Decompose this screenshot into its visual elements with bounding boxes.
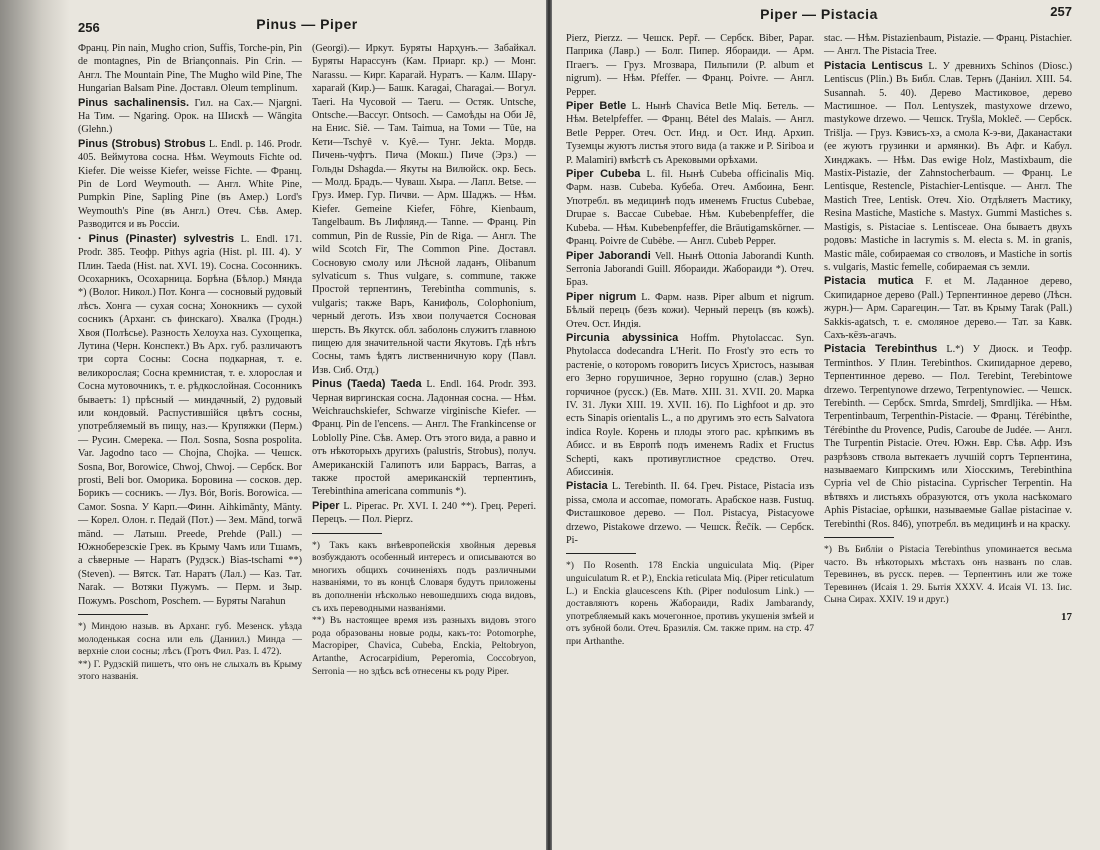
entry-text: L. Piperac. Pr. XVI. I. 240 **). Грец. Peperi. Перецъ. — Пол. Pieprz.	[312, 500, 537, 526]
entry-text: L. У древнихъ Schinos (Diosc.) Lentiscus (Plin.) Въ Библ. Слав. Тернъ (Даніил. XIII. 54. Susannah. 5. 40). Дерево Мастиковое, дерево Мастишное. — Пол. Lentyszek, mastyxowe drzewo, mastykowe drzewo. — Чешск. Tryšla, Mokleč. — Сербск. Trišlja. — Груз. Кэвисъ-хэ, а смола К-э-ви, Даканастаки (ее жуютъ грузинки и армянки). Въ Афг. и Кабул. Хинджакъ. — Нѣм. Das ewige Holz, Mastixbaum, die Mastix-Pistazie, der Zahnstocherbaum. — Франц. Le Lentisque, Restencle, Pistachier-Lentisque. — Англ. The Mastich Tree, Lentisk. Отеч. Хіо. Отдѣляетъ Мастику, Resina Mastiche, Mastiche s. Mastyx. Gummi Mastiches s. Mastigis, s. Pistaciae s. Lentisceae. Она бываетъ двухъ родовъ: Mastiche in lacrymis s. M. electa s. M. in granis, Mastic mâle, собираемая со стволовъ, и Mastiche in sortis s. vulgaris, Mastic femelle, собираемая съ земли.	[824, 60, 1072, 273]
entry-headword: · Pinus (Pinaster) sylvestris	[78, 232, 235, 245]
signature-mark: 17	[1061, 611, 1072, 623]
entry-text: Pierz, Pierzz. — Чешск. Pepř. — Сербск. Biber, Papar. Паприка (Лавр.) — Болг. Пипер. Ябораиди. — Арм. Пгаегъ. — Груз. Мгозвара, Пильпили (P. album et nigrum). — Нѣм. Pfeffer. — Франц. Poivre. — Англ. Pepper.	[566, 33, 814, 98]
right-column-1	[566, 32, 814, 649]
dictionary-entry	[566, 100, 814, 167]
entry-text: F. et M. Ладанное дерево, Скипидарное дерево (Pall.) Терпентинное дерево (Лѣсн. журн.)— Арм. Сарагецин.— Тат. въ Крыму Tarak (Pall.) Sakkis-agatsch, т. е. смоляное дерево.— Тат. за Кавк. Сахъ-кёзъ-агачъ.	[824, 276, 1073, 341]
entry-headword: Pinus sachalinensis.	[78, 96, 190, 109]
footnote: *) Такъ какъ внѣевропейскія хвойныя деревья возбуждаютъ особенный интересъ и описываются во многихъ общихъ сочиненіяхъ подъ различными названіями, то въ концѣ Словаря будутъ приложены въ дополненіи нѣсколько невошедшихъ сюда видовъ, съ ихъ переводными названіями.	[312, 539, 536, 614]
entry-text: L. Endl. 164. Prodr. 393. Черная виргинская сосна. Ладонная сосна. — Нѣм. Weichrauchskiefer, Schwarze virginische Kiefer. — Франц. Pin de l'encens. — Англ. The Frankincense or Loblolly Pine. Сѣв. Амер. Отъ этого вида, а равно и отъ нѣкоторыхъ другихъ (palustris, Strobus), получ. Американскій Галипотъ или Барраcъ, Barras, а также простой американскій терпентинъ, Terebinthina americana communis *).	[312, 379, 536, 498]
entry-headword: Pistacia	[566, 480, 608, 493]
left-columns	[78, 42, 536, 684]
footnote-rule	[824, 537, 894, 538]
right-page-header	[566, 6, 1072, 28]
entry-headword: Pinus (Strobus) Strobus	[78, 137, 206, 150]
dictionary-entry	[566, 332, 814, 479]
dictionary-entry	[78, 138, 302, 232]
entry-headword: Piper	[312, 499, 340, 512]
left-column-2	[312, 42, 536, 684]
entry-text: L. Фарм. назв. Piper album et nigrum. Бѣлый перецъ (безъ кожи). Черный перецъ (въ кожѣ). Отеч. Ост. Индія.	[566, 291, 815, 330]
footnote: **) Въ настоящее время изъ разныхъ видовъ этого рода образованы новые роды, какъ-то: Potomorphe, Macropiper, Chavica, Cubeba, Enckia, Peltobryon, Artanthe, Acrocarpidium, Peperomia, Coccobryon, Serronia — но здѣсь всѣ отнесены къ роду Piper.	[312, 615, 536, 677]
dictionary-entry	[78, 233, 302, 608]
footnote-rule	[566, 553, 636, 554]
dictionary-entry	[566, 291, 814, 331]
entry-text: L. Terebinth. II. 64. Греч. Pistace, Pistacia изъ pissa, смола и ассomae, помогать. Арабское назв. Fustuq. Фисташковое дерево. — Пол. Pistacya, Pistacyowe drzewo, Pistakowe drzewo. — Чешск. Řečík. — Сербск. Pi-	[566, 481, 814, 547]
footnote-rule	[78, 614, 148, 615]
entry-text: Гил. на Сах.— Njargnі. На Тим. — Ngarіng. Орок. на Шискѣ — Wāngita (Glehn.)	[78, 97, 303, 136]
right-column-2	[824, 32, 1072, 649]
entry-text: L. Нынѣ Chavica Betle Miq. Бетель. — Нѣм. Betelpfeffer. — Франц. Bétel des Malais. — Англ. Betle Pepper. Отеч. Ост. Инд. и Ост. Инд. Архип. Туземцы жуютъ листья этого вида (а также и P. Siriboa и P. Malamiri) вмѣстѣ съ Арековыми орѣхами.	[566, 101, 815, 166]
dictionary-entry	[566, 480, 814, 547]
entry-text: L. Endl. p. 146. Prodr. 405. Веймутова сосна. Нѣм. Weymouts Fichte od. Kiefer. Die weisse Kiefer, weisse Fichte. — Франц. Pin de Lord Weymouth. — Англ. White Pine, Pumpkin Pine, Sapling Pine (въ Амер.) Lord's Weymouth's Pine (въ Англ.) Отеч. Сѣв. Амер. Разводится и въ Россіи.	[78, 138, 303, 231]
dictionary-entry	[824, 275, 1072, 342]
left-page	[0, 0, 546, 850]
left-page-header	[78, 16, 536, 38]
entry-headword: Pistacia mutica	[824, 275, 914, 288]
entry-text: L. Endl. 171. Prodr. 385. Теофр. Pithys agria (Hist. pl. III. 4). У Плин. Taeda (Hist. nat. XVI. 19). Сосна. Сосонникъ. Осохарникъ, Осохарница. Борѣна (Бѣлор.) Мянда *) (Волог. Никол.) Пот. Конга — сосновый рудовый лѣсъ. Хонга — сухая сосна; Хонокникъ — сухой сосникъ (Арханг. съ финскаго). Хвалка (Гродн.) Хвоя (Полѣсье). Разность Хелоуха наз. Сухощепка, Лутина (Черн. Конспект.) Въ Арх. губ. различаютъ три сорта Сосны: Сосна подкарная, т. е. великорослая; Сосна кремнистая, т. е. хлорослая и Сосна мутовочникъ, т. е. рѣдкослойная. Сосонникъ бываетъ: 1) прѣсный — миндачный, 2) рудовый или кондовый. Распустившійся цвѣтъ сосны, употребляемый въ пищу, наз.— Крупяжки (Перм.) — Русин. Смерека. — Пол. Sosna, Sosna pospolita. Var. Jagodno taco — Chojna, Chojka. — Чешск. Sosna, Bor, Borowice, Chwoj, Chwoj. — Сербск. Bor prosti, Beli bor. Оморика. Боровина — сосков. дер. Борикъ — сосникъ. — Луз. Bór, Boris. Borowica. — Самог. Sosna. У Карп.—Финн. Aihkimānty, Mänty.— Корел. Олон. г. Педай (Пот.) — Зем. Mänd, torwā mänd. — Латыш. Preede, Prehde (Pall.) — Южноберезскіе Грек. въ Крыму Чамъ или Тшамъ, а сѣверные — Наратъ (Рудзск.) Bias-tschami **) (Steven). — Вятск. Тат. Наратъ (Лал.) — Каз. Тат. Narak. — Вотяки Пужумъ. — Перм. и Зыр. Пожумъ. Poschom, Poschem. — Буряты Narahun	[78, 233, 303, 607]
page-number: 256	[78, 20, 100, 35]
footnote-rule	[312, 533, 382, 534]
footnote: *) По Rosenth. 178 Enckia unguiculata Miq. (Piper unguiculatum R. et P.), Enckia reticulata Miq. (Piper reticulatum L.) и Enckia glaucescens Kth. (Piper nodulosum Link.) — доставляютъ корень Жабораиди, Radix Jambarandy, употребляемый какъ мочегонное, противъ укушенія змѣей и отъ зубной боли. Отеч. Бразилія. См. также прим. на стр. 47 при Arthanthe.	[566, 560, 814, 647]
entry-text: Франц. Pin nain, Mugho crion, Suffis, Torche-pin, Pin de montagnes, Pin de Briançonnais. Pin Crin. — Англ. The Mountain Pine, The Mugho wild Pine, The Hungarian Balsam Pine. Доставл. Oleum templinum.	[78, 43, 302, 95]
right-page	[552, 0, 1100, 850]
entry-headword: Piper Betle	[566, 100, 627, 113]
page-shadow	[0, 0, 70, 850]
dictionary-entry	[78, 97, 302, 137]
dictionary-entry	[566, 168, 814, 248]
dictionary-entry	[312, 378, 536, 499]
entry-headword: Piper nigrum	[566, 290, 637, 303]
footnote: **) Г. Рудзскій пишетъ, что онъ не слыхалъ въ Крыму этого названія.	[78, 658, 302, 683]
entry-headword: Pinus (Taeda) Taeda	[312, 378, 422, 391]
right-columns	[566, 32, 1072, 649]
entry-text: L. fil. Нынѣ Cubeba officinalis Miq. Фарм. назв. Cubeba. Кубеба. Отеч. Амбоина, Бенг. Употребл. въ медицинѣ подъ именемъ Fructus Cubebae, Drupae s. Baccae Cubebae. Нѣм. Kubebenpfeffer, die Kubeba. — Нѣм. Kubebenpfeffer, die Bräutigamskörner. — Франц. Poivre de Cubèbe. — Англ. Cubeb Pepper.	[566, 169, 814, 248]
page-number: 257	[1050, 4, 1072, 19]
dictionary-entry	[824, 60, 1072, 275]
footnote: *) Въ Библіи о Pistacia Terebinthus упоминается весьма часто. Въ нѣкоторыхъ мѣстахъ онъ названъ по слав. Теревинѳъ, въ русск. перев. — Терпентинъ или же тоже Теревинѳъ (Исаія 1. 29. Бытія XXXV. 4. Исаія VI. 13. Іис. Сына Сирах. XXIV. 19 и друг.)	[824, 544, 1072, 606]
dictionary-entry	[312, 500, 536, 527]
entry-headword: Pistacia Terebinthus	[824, 343, 938, 356]
running-head: Piper — Pistacia	[760, 6, 878, 22]
entry-text: (Georgi).— Иркут. Буряты Нарҳунъ.— Забайкал. Буряты Нарассунъ (Кам. Приарг. кр.) — Монг. Narassu. — Кирг. Карагай. Нуратъ. — Калм. Шару-харагай (Кир.)— Башк. Karagai, Charagai.— Вогул. Taeri. На Чусовой — Taeru. — Остяк. Untsche, Ontsche.—Вассуг. Ontsoch. — Самоѣды на Оби Jê, на Енис. Siê. — Там. Taimua, на Томи — Tûe, на Кети—Tschyê v. Kyê.— Тунг. Jekta. Мордв. Пичень-чуфтъ. Пича (Мокш.) Пиче (Эрз.) — Гольды Dshagda.— Якуты на Вилюйск. окр. Бесь. — Молд. Брадъ.— Чуваш. Хыра. — Лапл. Betse. — Груз. Имер. Гур. Пичви. — Арм. Шаджъ. — Нѣм. Kiefer. Gemeine Kiefer, Föhre, Kienbaum, Tangelbaum. Въ Лифлянд.— Tanne. — Франц. Pin commun, Pin de Russie, Pin de Riga. — Англ. The wild Scotch Fir, The Common Pine. Доставл. Сосновую смолу или Лѣсной ладанъ, Olibanum sylvaticum s. Thus vulgare, s. commune, также Простой терпентинъ, Terebintha communis, s. vulgaris; также Варъ, Канифоль, Colophonium, черный деготь. Изъ хвои получается Сосновая шерсть. Въ Якутск. обл. заболонь служитъ главною пищею для значительной части Якутовъ. Гдѣ нѣтъ Сосны, тамъ ѣдятъ лиственничную кору (Павл. Изв. Сиб. Отд.)	[312, 43, 536, 376]
dictionary-entry	[566, 250, 814, 290]
entry-text: L.*) У Диоск. и Теофр. Terminthos. У Плин. Terebinthos. Скипидарное дерево, Терпентинное дерево. — Пол. Terebint, Terebintowe drzewo. Terpentynowe drzewo, Terpentynowiec. — Чешск. Terebinth. — Сербск. Smrda, Smrdelj, Smrdljika. — Нѣм. Terpentinbaum, Terpenthin-Pistacie. — Франц. Térébinthe, Térébinthe du Provence, Pudis, Caroube de Judée. — Англ. The Turpentin Pistacie. Отеч. Южн. Евр. Сѣв. Афр. Изъ разрѣзовъ ствола вытекаетъ лучшій сортъ Терпентина, называемаго Кипрскимъ или Хіосскимъ, Terebinthina Cypria vel de Chio pistacina. Cyprischer Terpentin. На вѣтвяхъ и листьяхъ образуются, отъ укола насѣкомаго Aphis Pistaciae, орѣшки, называемые Gallae pistaciпае v. Terebinthi (Ros. 846), употребл. въ медицинѣ и на краску.	[824, 344, 1072, 530]
entry-headword: Pistacia Lentiscus	[824, 59, 923, 72]
dictionary-entry	[824, 343, 1072, 531]
footnote: *) Миндою назыв. въ Арханг. губ. Мезенск. уѣзда молоденькая сосна или ель (Даниил.) Минда — верхніе слои сосны; лѣсъ (Гротъ Фил. Раз. I. 472).	[78, 621, 302, 658]
entry-text: Hoffm. Phytolaccac. Syn. Phytolacca dodecandra L'Herit. По Frost'у это есть то растеніе, о которомъ говоритъ Іисусъ Христосъ, называя его Зерно горушичное, Зерно горушно (слав.) Зерно горчичное (русск.) (Ев. Матѳ. XIII. 31. XVII. 20. Марка IV. 31. Луки XIII. 19. XVII. 16). По Lighfoot и др. это есть Sinapis orientalis L., а по другимъ это есть Salvatora indica Royle. Корень и плоды этого рас. крѣпкимъ въ Абисс. и въ Европѣ подъ именемъ Radix et Fructus Schepti, какъ противуглистное средство. Отеч. Абиссинія.	[566, 332, 815, 478]
entry-headword: Pircunia abyssinica	[566, 331, 679, 344]
entry-headword: Piper Jaborandi	[566, 249, 651, 262]
entry-headword: Piper Cubeba	[566, 168, 641, 181]
entry-text: stac. — Нѣм. Pistazienbaum, Pistazie. — Франц. Pistachier. — Англ. The Pistacia Tree.	[824, 33, 1072, 58]
running-head: Pinus — Piper	[256, 16, 358, 32]
entry-text: Vell. Нынѣ Ottonia Jaborandi Kunth. Serronia Jaborandi Guill. Ябораиди. Жабораиди *). Отеч. Браз.	[566, 250, 814, 289]
left-column-1	[78, 42, 302, 684]
